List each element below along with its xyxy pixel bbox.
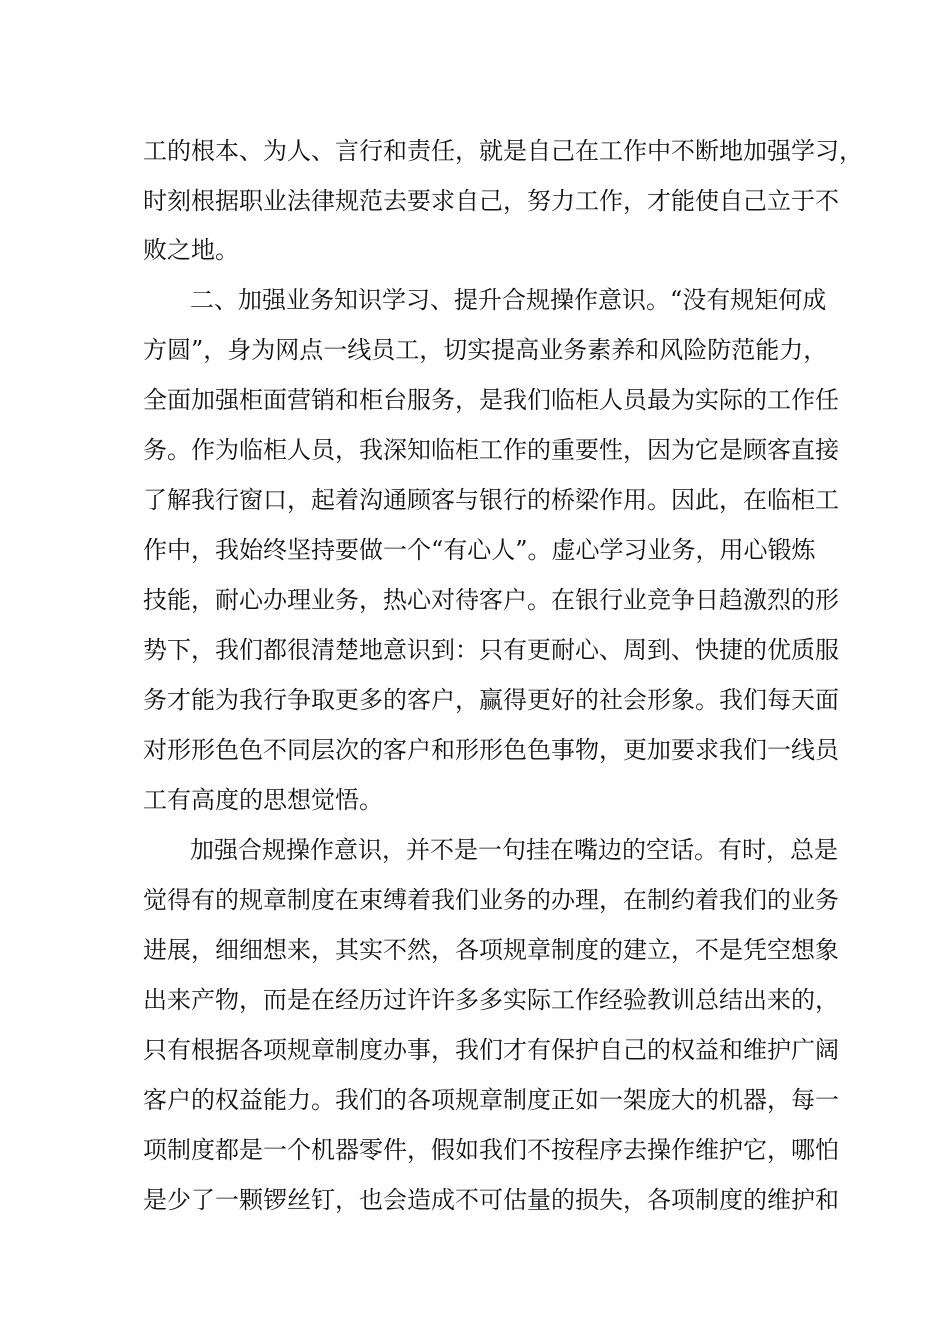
text-line: 务。作为临柜人员，我深知临柜工作的重要性，因为它是顾客直接 (143, 436, 839, 464)
text-line: 对形形色色不同层次的客户和形形色色事物，更加要求我们一线员 (143, 736, 839, 764)
text-line: 二、加强业务知识学习、提升合规操作意识。“没有规矩何成 (190, 286, 827, 314)
text-line: 方圆”，身为网点一线员工，切实提高业务素养和风险防范能力， (143, 336, 828, 364)
text-line: 势下，我们都很清楚地意识到：只有更耐心、周到、快捷的优质服 (143, 636, 839, 664)
text-line: 加强合规操作意识，并不是一句挂在嘴边的空话。有时，总是 (190, 836, 838, 864)
text-line: 是少了一颗锣丝钉，也会造成不可估量的损失，各项制度的维护和 (143, 1186, 839, 1214)
text-line: 觉得有的规章制度在束缚着我们业务的办理，在制约着我们的业务 (143, 886, 839, 914)
text-line: 全面加强柜面营销和柜台服务，是我们临柜人员最为实际的工作任 (143, 386, 839, 414)
text-line: 客户的权益能力。我们的各项规章制度正如一架庞大的机器，每一 (143, 1086, 839, 1114)
text-line: 作中，我始终坚持要做一个“有心人”。虚心学习业务，用心锻炼 (143, 536, 816, 564)
text-line: 进展，细细想来，其实不然，各项规章制度的建立，不是凭空想象 (143, 936, 839, 964)
text-line: 技能，耐心办理业务，热心对待客户。在银行业竞争日趋激烈的形 (143, 586, 839, 614)
text-line: 工有高度的思想觉悟。 (143, 786, 383, 814)
text-line: 务才能为我行争取更多的客户，赢得更好的社会形象。我们每天面 (143, 686, 839, 714)
text-line: 项制度都是一个机器零件，假如我们不按程序去操作维护它，哪怕 (143, 1136, 839, 1164)
text-line: 了解我行窗口，起着沟通顾客与银行的桥梁作用。因此，在临柜工 (143, 486, 839, 514)
text-line: 只有根据各项规章制度办事，我们才有保护自己的权益和维护广阔 (143, 1036, 839, 1064)
text-line: 时刻根据职业法律规范去要求自己，努力工作，才能使自己立于不 (143, 187, 839, 215)
text-line: 工的根本、为人、言行和责任，就是自己在工作中不断地加强学习， (143, 137, 863, 165)
text-line: 败之地。 (143, 236, 239, 264)
text-line: 出来产物，而是在经历过许许多多实际工作经验教训总结出来的， (143, 986, 839, 1014)
